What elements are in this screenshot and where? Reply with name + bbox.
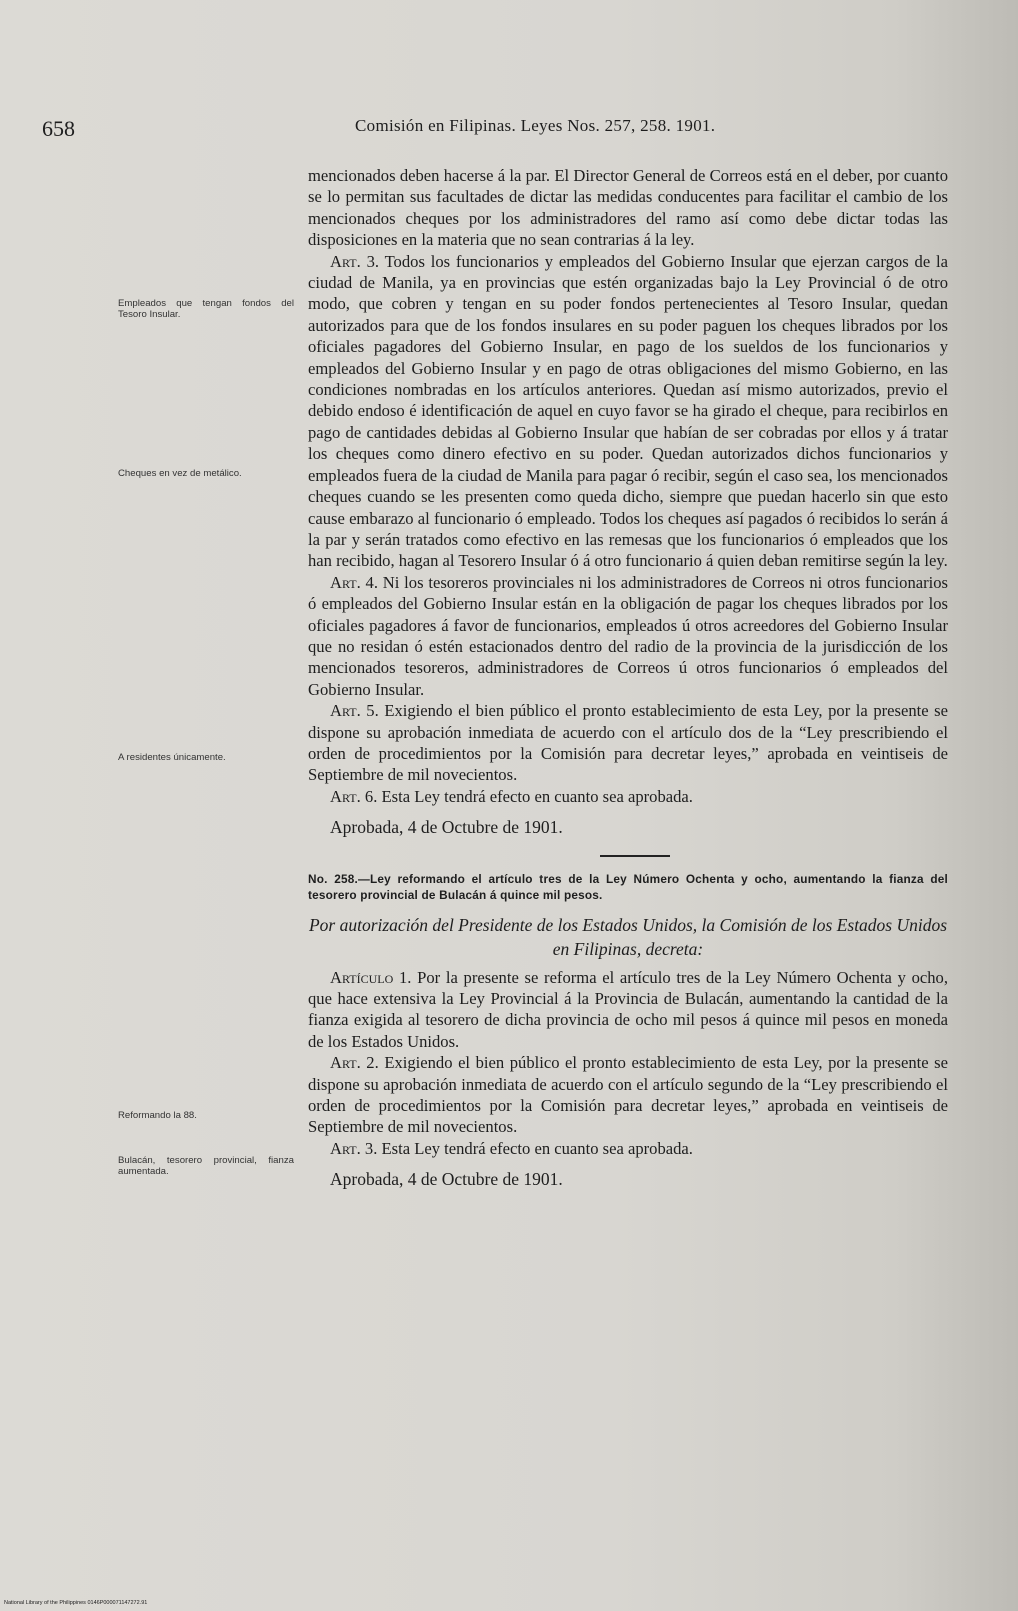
enacting-clause: Por autorización del Presidente de los Estados Unidos, la Comisión de los Estados Unidos en Filipinas, decreta: [308,914,948,959]
margin-note: Reformando la 88. [118,1110,197,1121]
article-text: Esta Ley tendrá efecto en cuanto sea aprobada. [381,786,693,806]
article-label: Art. 2. [330,1053,379,1073]
article-label: Art. 4. [330,572,378,592]
article-text: Exigiendo el bien público el pronto establecimiento de esta Ley, por la presente se dispone su aprobación inmediata de acuerdo con el artículo dos de la “Ley prescribiendo el orden de procedimientos por la Comisión para decretar leyes,” aprobada en veintiseis de Septiembre de mil novecientos. [308,701,948,785]
approval-date: Aprobada, 4 de Octubre de 1901. [330,1169,563,1190]
margin-note: Cheques en vez de metálico. [118,468,242,479]
article-text: Esta Ley tendrá efecto en cuanto sea aprobada. [381,1138,693,1158]
article-text: Por la presente se reforma el artículo tres de la Ley Número Ochenta y ocho, que hace extensiva la Ley Provincial á la Provincia de Bulacán, aumentando la cantidad de la fianza exigida al tesorero de dicha provincia de ocho mil pesos á quince mil pesos en moneda de los Estados Unidos. [308,967,948,1051]
margin-note: Bulacán, tesorero provincial, fianza aumentada. [118,1155,294,1177]
article-3 [308,251,948,572]
page-number: 658 [42,116,75,141]
article-label: Art. 6. [330,786,378,806]
article-3 [308,1138,948,1159]
section-divider [600,855,670,857]
article-text: Todos los funcionarios y empleados del Gobierno Insular que ejerzan cargos de la ciudad de Manila, ya en provincias que estén organizadas bajo la Ley Provincial ó de otro modo, que cobren y tengan en su poder fondos pertenecientes al Tesoro Insular, quedan autorizados para que de los fondos insulares en su poder paguen los cheques librados por los oficiales pagadores del Gobierno Insular, en pago de los sueldos de los funcionarios y empleados del Gobierno Insular y en pago de otras obligaciones del mismo Gobierno, en las condiciones nombradas en los artículos anteriores. Quedan así mismo autorizados, previo el debido endoso é identificación de aquel en cuyo favor se ha girado el cheque, para recibirlos en pago de cantidades debidas al Gobierno Insular que habían de ser cobradas por ellos y á tratar los cheques como dinero efectivo en su poder. Quedan autorizados dichos funcionarios y empleados fuera de la ciudad de Manila para pagar ó recibir, según el caso sea, los mencionados cheques cuando se les presenten como queda dicho, siempre que puedan hacerlo sin que esto cause embarazo al funcionario ó empleado. Todos los cheques así pagados ó recibidos lo serán á la par y serán tratados como efectivo en las remesas que los funcionarios ó empleados que los han recibido, hagan al Tesorero Insular ó á otro funcionario á quien deban remitirse según la ley. [308,251,948,571]
continuation-paragraph: mencionados deben hacerse á la par. El Director General de Correos está en el deber, por cuanto se lo permitan sus facultades de dictar las medidas conducentes para facilitar el cambio de los mencionados cheques por los administradores del ramo así como debe dictar todas las disposiciones en la materia que no sean contrarias á la ley. [308,166,948,250]
running-header: Comisión en Filipinas. Leyes Nos. 257, 258. 1901. [355,116,716,135]
article-label: Art. 3. [330,251,380,271]
article-text: Exigiendo el bien público el pronto establecimiento de esta Ley, por la presente se dispone su aprobación inmediata de acuerdo con el artículo segundo de la “Ley prescribiendo el orden de procedimientos por la Comisión para decretar leyes,” aprobada en veintiseis de Septiembre de mil novecientos. [308,1053,948,1137]
article-2 [308,1052,948,1138]
scan-footer: National Library of the Philippines 0146P000071147272.91 [4,1600,148,1606]
article-1 [308,967,948,1053]
article-label: Art. 5. [330,701,379,721]
article-label: Artículo 1. [330,967,412,987]
article-text: Ni los tesoreros provinciales ni los administradores de Correos ni otros funcionarios ó empleados del Gobierno Insular están en la obligación de pagar los cheques librados por los oficiales pagadores á favor de funcionarios, empleados ú otros acreedores del Gobierno Insular que no residan ó estén estacionados dentro del radio de la provincia de la jurisdicción de los mencionados tesoreros, administradores de Correos ú otros funcionarios ó empleados del Gobierno Insular. [308,572,948,699]
main-text [308,165,948,1191]
margin-note: A residentes únicamente. [118,752,226,763]
margin-note: Empleados que tengan fondos del Tesoro Insular. [118,298,294,320]
article-label: Art. 3. [330,1138,378,1158]
approval-date: Aprobada, 4 de Octubre de 1901. [330,817,563,838]
law-258-title: No. 258.—Ley reformando el artículo tres de la Ley Número Ochenta y ocho, aumentando la fianza del tesorero provincial de Bulacán á quince mil pesos. [308,871,948,902]
article-5 [308,700,948,786]
article-4 [308,572,948,700]
article-6 [308,786,948,807]
